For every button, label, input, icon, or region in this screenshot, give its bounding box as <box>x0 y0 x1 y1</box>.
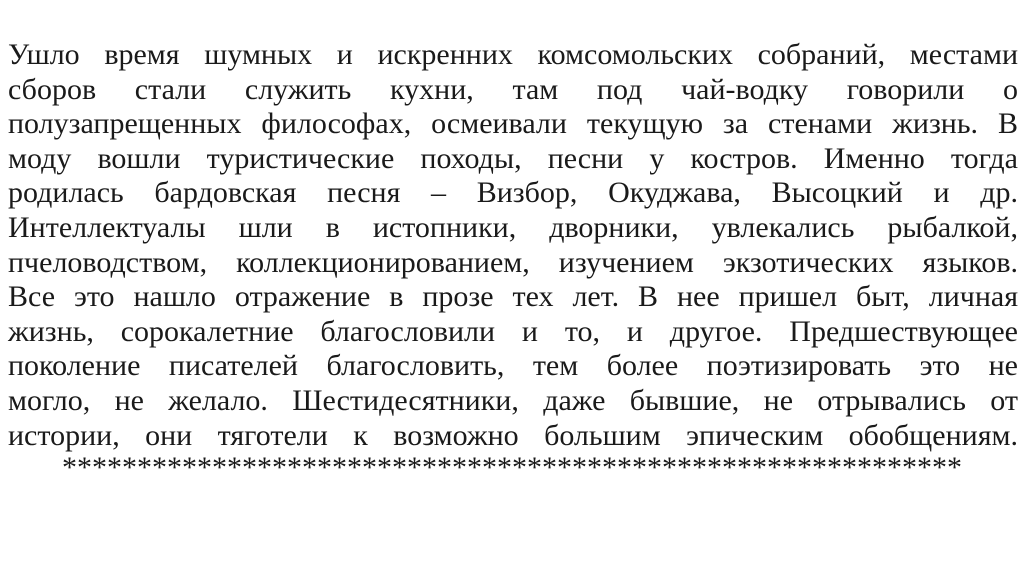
text-line: пчеловодством, коллекционированием, изучением экзотических языков. <box>8 245 1018 279</box>
text-line: родилась бардовская песня – Визбор, Окуджава, Высоцкий и др. <box>8 176 1018 210</box>
text-line: поколение писателей благословить, тем более поэтизировать это не <box>8 349 1018 383</box>
body-paragraph <box>8 38 1018 453</box>
text-line: моду вошли туристические походы, песни у костров. Именно тогда <box>8 141 1018 175</box>
text-line: Все это нашло отражение в прозе тех лет. В нее пришел быт, личная <box>8 280 1018 314</box>
text-line: могло, не желало. Шестидесятники, даже бывшие, не отрывались от <box>8 383 1018 417</box>
text-line: сборов стали служить кухни, там под чай-водку говорили о <box>8 72 1018 106</box>
text-line: жизнь, сорокалетние благословили и то, и другое. Предшествующее <box>8 314 1018 348</box>
text-line: полузапрещенных философах, осмеивали текущую за стенами жизнь. В <box>8 107 1018 141</box>
text-line: истории, они тяготели к возможно большим эпическим обобщениям. <box>8 418 1018 452</box>
text-line: Интеллектуалы шли в истопники, дворники, увлекались рыбалкой, <box>8 210 1018 244</box>
text-line: Ушло время шумных и искренних комсомольских собраний, местами <box>8 38 1018 71</box>
asterisk-separator: ************************************************************ <box>62 451 962 484</box>
